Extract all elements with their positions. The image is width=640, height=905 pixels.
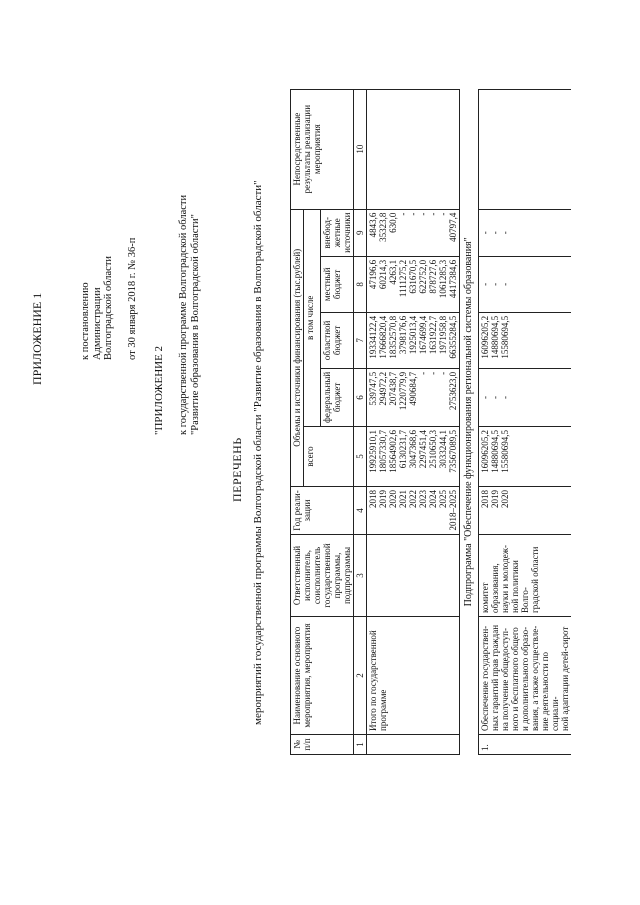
header-num: № п/п [291, 735, 354, 755]
document-title: ПЕРЕЧЕНЬ [230, 437, 244, 502]
item-1-local: - - - [479, 256, 572, 312]
item-1-offbudget: - - - [479, 209, 572, 256]
item-1-row [479, 89, 572, 754]
header-including: в том числе [304, 209, 321, 426]
subprogram-title: Подпрограмма "Обеспечение функционирования региональной системы образования" [460, 89, 479, 754]
resolution-line: к постановлению [80, 282, 91, 360]
resolution-date: от 30 января 2018 г. № 36-п [126, 237, 138, 360]
document-subtitle: мероприятий государственной программы Волгоградской области "Развитие образования в Волгоградской области" [252, 180, 264, 725]
col-number: 2 [354, 617, 367, 735]
resolution-reference [80, 238, 138, 360]
col-number: 3 [354, 535, 367, 617]
total-offbudget: 4843,6 35323,8 630,0 - - - - - 40797,4 [367, 209, 460, 256]
header-federal: федеральный бюджет [321, 368, 354, 426]
header-total: всего [304, 427, 354, 487]
appendix-1-heading: ПРИЛОЖЕНИЕ 1 [30, 292, 44, 385]
header-offbudget: внебюд-жетные источники [321, 209, 354, 256]
col-number: 8 [354, 256, 367, 312]
item-1-federal: - - - [479, 368, 572, 426]
appendix-2-line: "Развитие образования в Волгоградской области" [189, 214, 201, 435]
appendix-2-reference [178, 195, 201, 435]
resolution-line: Волгоградской области [103, 255, 114, 360]
col-number: 7 [354, 312, 367, 368]
col-number: 6 [354, 368, 367, 426]
header-results: Непосредственные результаты реализации мероприятия [291, 89, 354, 209]
item-1-years: 2018 2019 2020 [479, 487, 572, 535]
header-regional: областной бюджет [321, 312, 354, 368]
total-all: 19925910,1 18057330,7 18564902,6 6130231,7 3047368,6 2297451,4 2510650,3 3033244,1 73567089,5 [367, 427, 460, 487]
total-regional: 19334122,4 17666820,4 18352570,8 3798176,6 1925013,4 1674699,4 1631922,7 1971958,8 66355284,5 [367, 312, 460, 368]
total-years: 2018 2019 2020 2021 2022 2023 2024 2025 2018–2025 [367, 487, 460, 535]
item-1-name: Обеспечение государствен- ных гарантий прав граждан на получение общедоступ- ного и бесплатного общего и дополнительного образо- вания, а также осуществле- ние деятельности по социали- ной адаптации детей-сирот [479, 617, 572, 735]
resolution-line: Администрации [91, 287, 103, 360]
col-number: 9 [354, 209, 367, 256]
total-local: 47196,6 60214,3 4263,1 1111275,2 631670,5 622752,0 878727,6 1061285,3 4417384,6 [367, 256, 460, 312]
item-1-regional: 16096205,2 14880694,5 15580694,5 [479, 312, 572, 368]
header-funding: Объемы и источники финансирования (тыс.рублей) [291, 209, 304, 486]
appendix-2-heading: "ПРИЛОЖЕНИЕ 2 [153, 345, 165, 435]
program-measures-table [290, 89, 571, 755]
total-federal: 539747,5 294972,2 207438,7 1220779,9 490684,7 - - - 2753623,0 [367, 368, 460, 426]
col-number: 5 [354, 427, 367, 487]
item-1-total: 16096205,2 14880694,5 15580694,5 [479, 427, 572, 487]
item-1-num: 1. [479, 735, 572, 755]
total-label: Итого по государственной программе [367, 617, 460, 735]
column-number-row [354, 89, 367, 754]
header-local: местный бюджет [321, 256, 354, 312]
col-number: 4 [354, 487, 367, 535]
header-responsible: Ответственный исполнитель, соисполнитель государственной программы, подпрограммы [291, 535, 354, 617]
header-year: Год реали-зации [291, 487, 354, 535]
appendix-2-line: к государственной программе Волгоградской области [178, 194, 189, 435]
col-number: 10 [354, 89, 367, 209]
header-name: Наименование основного мероприятия, мероприятия [291, 617, 354, 735]
total-block [367, 89, 460, 754]
col-number: 1 [354, 735, 367, 755]
item-1-responsible: комитет образования, науки и молодеж- ной политики Волго- градской области [479, 535, 572, 617]
